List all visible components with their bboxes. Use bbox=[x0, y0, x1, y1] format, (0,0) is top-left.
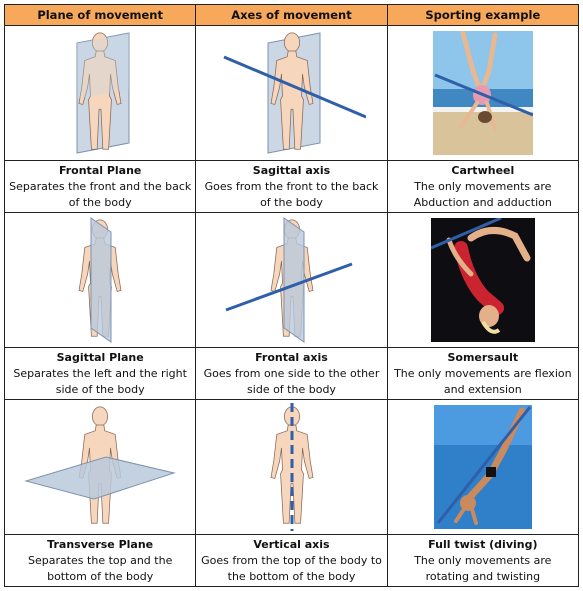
caption-text: Separates the left and the right side of the body bbox=[13, 366, 187, 396]
sagittal-plane-figure bbox=[5, 212, 196, 347]
cartwheel-caption bbox=[387, 161, 578, 213]
frontal-axis-figure bbox=[196, 212, 387, 347]
caption-row bbox=[5, 535, 579, 587]
somersault-photo bbox=[387, 212, 578, 347]
frontal-plane-illustration bbox=[35, 29, 165, 157]
frontal-plane-figure bbox=[5, 26, 196, 161]
caption-title: Somersault bbox=[447, 350, 519, 364]
caption-title: Transverse Plane bbox=[47, 537, 154, 551]
image-row bbox=[5, 26, 579, 161]
transverse-plane-figure bbox=[5, 399, 196, 534]
caption-row bbox=[5, 161, 579, 213]
caption-text: Goes from one side to the other side of the body bbox=[203, 366, 380, 396]
cartwheel-photo bbox=[387, 26, 578, 161]
full-twist-photo bbox=[387, 399, 578, 534]
caption-text: Goes from the top of the body to the bottom of the body bbox=[201, 553, 382, 583]
caption-title: Frontal axis bbox=[255, 350, 328, 364]
frontal-axis-caption bbox=[196, 348, 387, 400]
sagittal-axis-caption bbox=[196, 161, 387, 213]
image-row bbox=[5, 399, 579, 534]
caption-text: The only movements are Abduction and adduction bbox=[413, 179, 552, 209]
caption-text: The only movements are flexion and extension bbox=[394, 366, 572, 396]
caption-text: Separates the front and the back of the body bbox=[9, 179, 192, 209]
vertical-axis-caption bbox=[196, 535, 387, 587]
frontal-plane-caption bbox=[5, 161, 196, 213]
sagittal-axis-illustration bbox=[216, 29, 366, 157]
caption-text: Separates the top and the bottom of the body bbox=[27, 553, 173, 583]
transverse-plane-illustration bbox=[20, 403, 180, 531]
somersault-caption bbox=[387, 348, 578, 400]
frontal-axis-illustration bbox=[216, 216, 366, 344]
sagittal-plane-caption bbox=[5, 348, 196, 400]
caption-title: Frontal Plane bbox=[58, 163, 142, 177]
caption-title: Vertical axis bbox=[253, 537, 330, 551]
header-example: Sporting example bbox=[387, 5, 578, 26]
caption-title: Sagittal axis bbox=[252, 163, 331, 177]
planes-axes-table bbox=[4, 4, 579, 587]
full-twist-image bbox=[434, 405, 532, 529]
vertical-axis-figure bbox=[196, 399, 387, 534]
transverse-plane-caption bbox=[5, 535, 196, 587]
header-plane: Plane of movement bbox=[5, 5, 196, 26]
sagittal-axis-figure bbox=[196, 26, 387, 161]
caption-text: The only movements are rotating and twisting bbox=[414, 553, 552, 583]
caption-title: Full twist (diving) bbox=[428, 537, 538, 551]
full-twist-caption bbox=[387, 535, 578, 587]
sagittal-plane-illustration bbox=[35, 216, 165, 344]
header-row bbox=[5, 5, 579, 26]
image-row bbox=[5, 212, 579, 347]
caption-title: Sagittal Plane bbox=[56, 350, 144, 364]
caption-title: Cartwheel bbox=[451, 163, 515, 177]
header-axes: Axes of movement bbox=[196, 5, 387, 26]
caption-row bbox=[5, 348, 579, 400]
vertical-axis-illustration bbox=[216, 403, 366, 531]
somersault-image bbox=[431, 218, 535, 342]
caption-text: Goes from the front to the back of the body bbox=[204, 179, 379, 209]
cartwheel-image bbox=[433, 31, 533, 155]
